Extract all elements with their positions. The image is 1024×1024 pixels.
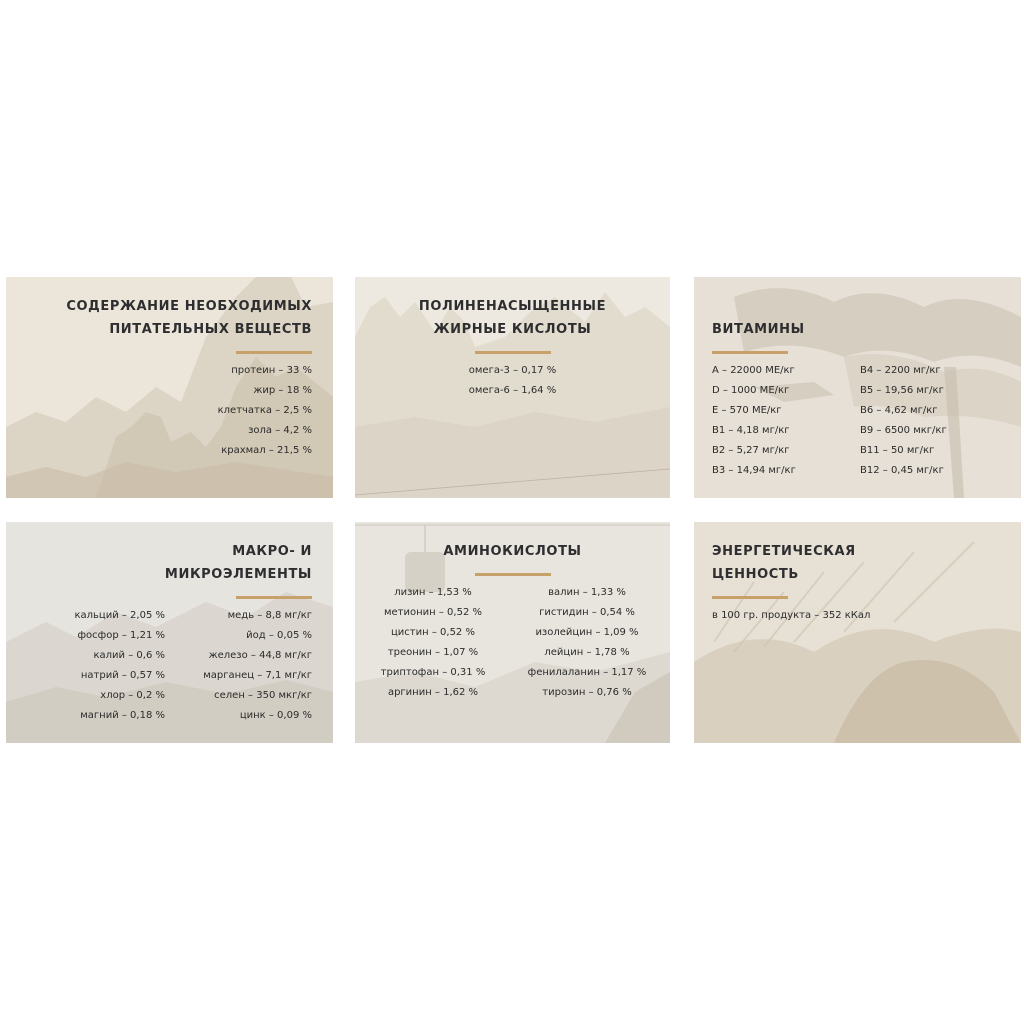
card-title: ВИТАМИНЫ (712, 322, 805, 337)
list-item: B12 – 0,45 мг/кг (860, 465, 944, 476)
list-item: клетчатка – 2,5 % (217, 405, 312, 416)
card-title (355, 295, 670, 341)
list-item: B6 – 4,62 мг/кг (860, 405, 938, 416)
card-title-line: МИКРОЭЛЕМЕНТЫ (164, 567, 312, 582)
list-item: D – 1000 МЕ/кг (712, 385, 790, 396)
list-item: магний – 0,18 % (80, 710, 165, 721)
list-item: кальций – 2,05 % (74, 610, 165, 621)
card-title (6, 295, 312, 341)
amino-acids-card (355, 522, 670, 743)
macro-element-list (6, 606, 165, 726)
list-item: марганец – 7,1 мг/кг (203, 670, 312, 681)
energy-list (712, 606, 1021, 626)
list-item: B5 – 19,56 мг/кг (860, 385, 944, 396)
energy-card (694, 522, 1021, 743)
card-title-line: СОДЕРЖАНИЕ НЕОБХОДИМЫХ (66, 299, 312, 314)
fatty-acid-list (355, 361, 670, 401)
list-item: аргинин – 1,62 % (387, 687, 479, 698)
list-item: метионин – 0,52 % (383, 607, 483, 618)
list-item: крахмал – 21,5 % (221, 445, 312, 456)
amino-acid-list (355, 583, 511, 703)
amino-acid-list (521, 583, 653, 703)
list-item: селен – 350 мкг/кг (214, 690, 312, 701)
card-title-line: ЭНЕРГЕТИЧЕСКАЯ (712, 544, 856, 559)
list-item: железо – 44,8 мг/кг (208, 650, 312, 661)
list-item: омега-3 – 0,17 % (468, 365, 557, 376)
micro-element-list (165, 606, 312, 726)
list-item: лейцин – 1,78 % (544, 647, 630, 658)
accent-divider (712, 351, 788, 354)
list-item: йод – 0,05 % (246, 630, 312, 641)
card-title-line: МАКРО- И (232, 544, 312, 559)
accent-divider (236, 351, 312, 354)
list-item: фосфор – 1,21 % (77, 630, 165, 641)
card-title (712, 540, 1021, 586)
list-item: изолейцин – 1,09 % (535, 627, 639, 638)
energy-value: в 100 гр. продукта – 352 кКал (712, 610, 871, 621)
card-title-line: ЦЕННОСТЬ (712, 567, 799, 582)
list-item: медь – 8,8 мг/кг (227, 610, 312, 621)
list-item: омега-6 – 1,64 % (468, 385, 557, 396)
vitamins-card (694, 277, 1021, 498)
accent-divider (236, 596, 312, 599)
list-item: B4 – 2200 мг/кг (860, 365, 941, 376)
list-item: цистин – 0,52 % (391, 627, 475, 638)
nutrients-card (6, 277, 333, 498)
list-item: протеин – 33 % (231, 365, 312, 376)
minerals-card (6, 522, 333, 743)
list-item: B9 – 6500 мкг/кг (860, 425, 947, 436)
card-title-line: ПОЛИНЕНАСЫЩЕННЫЕ (418, 299, 607, 314)
vitamin-list (860, 361, 947, 481)
list-item: B11 – 50 мг/кг (860, 445, 935, 456)
list-item: цинк – 0,09 % (239, 710, 312, 721)
list-item: валин – 1,33 % (548, 587, 626, 598)
list-item: лизин – 1,53 % (394, 587, 472, 598)
nutrient-list (6, 361, 312, 461)
list-item: калий – 0,6 % (93, 650, 165, 661)
accent-divider (475, 573, 551, 576)
list-item: зола – 4,2 % (248, 425, 312, 436)
card-title-line: ЖИРНЫЕ КИСЛОТЫ (433, 322, 592, 337)
list-item: E – 570 МЕ/кг (712, 405, 782, 416)
card-title-line: ПИТАТЕЛЬНЫХ ВЕЩЕСТВ (109, 322, 312, 337)
list-item: B2 – 5,27 мг/кг (712, 445, 790, 456)
list-item: B1 – 4,18 мг/кг (712, 425, 790, 436)
list-item: гистидин – 0,54 % (539, 607, 635, 618)
list-item: триптофан – 0,31 % (380, 667, 486, 678)
card-title: АМИНОКИСЛОТЫ (443, 544, 582, 559)
fatty-acids-card (355, 277, 670, 498)
list-item: жир – 18 % (253, 385, 312, 396)
list-item: треонин – 1,07 % (387, 647, 479, 658)
card-title (6, 540, 312, 586)
accent-divider (475, 351, 551, 354)
list-item: хлор – 0,2 % (100, 690, 165, 701)
list-item: B3 – 14,94 мг/кг (712, 465, 796, 476)
accent-divider (712, 596, 788, 599)
list-item: тирозин – 0,76 % (542, 687, 632, 698)
vitamin-list (712, 361, 860, 481)
list-item: A – 22000 МЕ/кг (712, 365, 795, 376)
list-item: натрий – 0,57 % (80, 670, 165, 681)
list-item: фенилаланин – 1,17 % (527, 667, 647, 678)
